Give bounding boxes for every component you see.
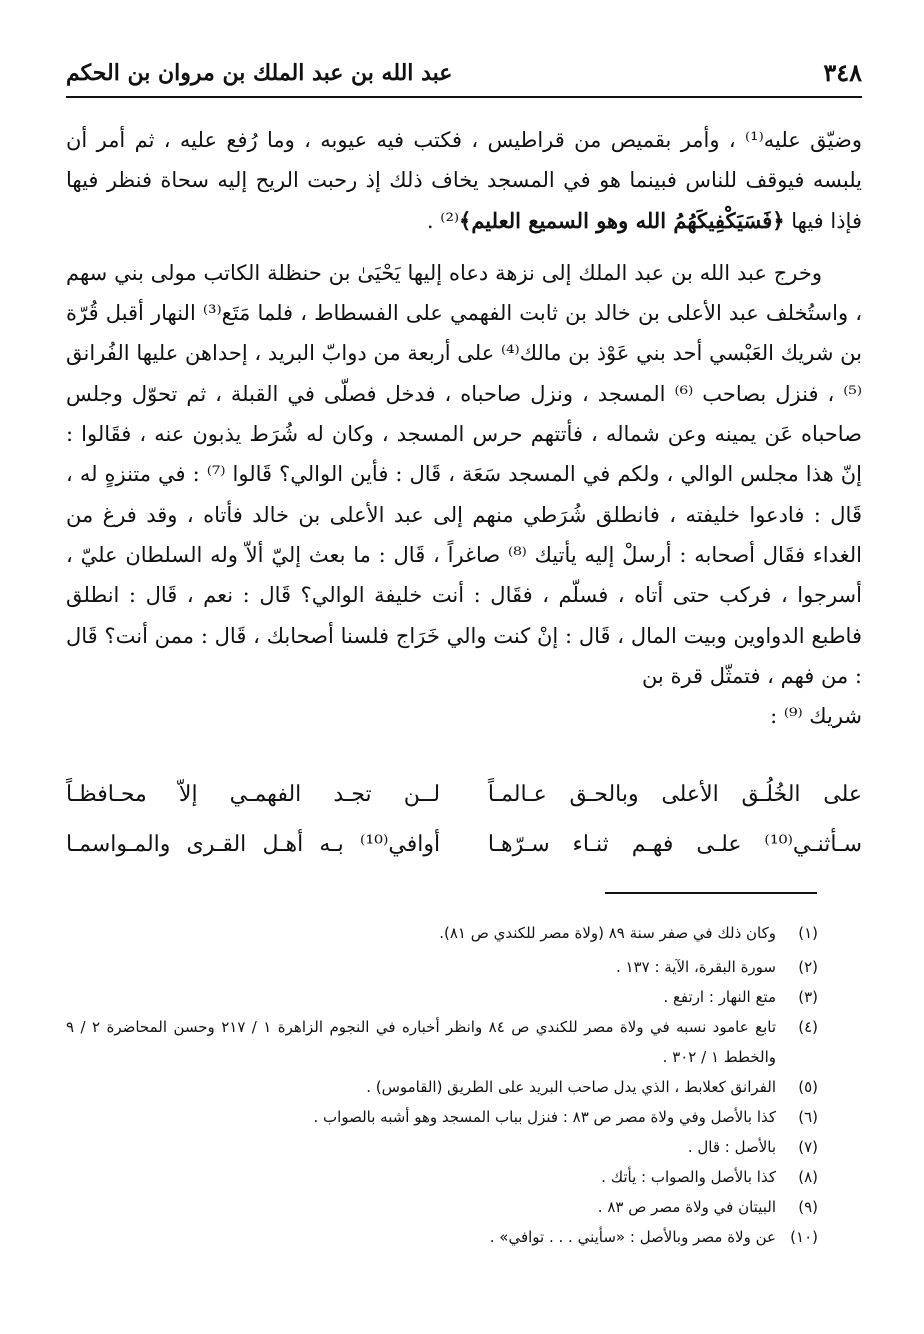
footnote: [66, 1162, 818, 1192]
footnote-number: (٨): [798, 1168, 818, 1186]
main-text: [66, 120, 862, 736]
footnote-text: الفرانق كعلابط ، الذي يدل صاحب البريد على الطريق (القاموس) .: [366, 1078, 776, 1096]
paragraph-2: وخرج عبد الله بن عبد الملك إلى نزهة دعاه إليها يَحْيَىٰ بن حنظلة الكاتب مولى بني سهم ، واستُخلف عبد الأعلى بن خالد بن ثابت الفهمي على الفسطاط ، فلما مَتَع⁽³⁾ النهار أقبل قُرّة بن شريك العَبْسي أحد بني عَوْذ بن مالك⁽⁴⁾ على أربعة من دوابّ البريد ، إحداهن عليها الفُرانق ⁽⁵⁾ ، فنزل بصاحب ⁽⁶⁾ المسجد ، ونزل صاحباه ، فدخل فصلّى في القبلة ، ثم تحوّل وجلس صاحباه عَن يمينه وعن شماله ، فأتتهم حرس المسجد ، وكان له شُرَط يذبون عنه ، فقَالوا : إنّ هذا مجلس الوالي ، ولكم في المسجد سَعَة ، قَال : فأين الوالي؟ قَالوا ⁽⁷⁾ : في متنزهٍ له ، قَال : فادعوا خليفته ، فانطلق شُرَطي منهم إلى عبد الأعلى بن خالد فأتاه ، وقد فرغ من الغداء فقَال أصحابه : أرسلْ إليه يأتيك ⁽⁸⁾ صاغراً ، قَال : ما بعث إليّ ألاّ وله السلطان عليّ ، أسرجوا ، فركب حتى أتاه ، فسلّم ، فقَال : أنت خليفة الوالي؟ قَال : نعم ، قَال : انطلق فاطبع الدواوين وبيت المال ، قَال : إنْ كنت والي خَرَاج فلسنا أصحابك ، قَال : ممن أنت؟ قَال : من فهم ، فتمثّل قرة بن: [66, 260, 862, 688]
footnote-number: (٩): [798, 1198, 818, 1216]
footnote-number: (٢): [798, 958, 818, 976]
paragraph-2-last-line: شريك ⁽⁹⁾ :: [770, 704, 862, 729]
footnote-text: كذا بالأصل وفي ولاة مصر ص ٨٣ : فنزل بباب المسجد وهو أشبه بالصواب .: [313, 1108, 776, 1126]
footnote: [66, 1012, 818, 1072]
poem-line-1-first-hemistich: على الخُلُـق الأعلى وبالحـق عـالمـاً: [487, 782, 862, 807]
poem-line-2: [66, 820, 862, 870]
footnote-number: (٦): [798, 1108, 818, 1126]
quran-verse: ﴿فَسَيَكْفِيكَهُمُ الله وهو السميع العليم﴾: [459, 207, 785, 233]
footnote: [66, 918, 818, 948]
paragraph-1-start: وضيّق عليه⁽¹⁾ ، وأمر بقميص من قراطيس ، فكتب فيه عيوبه ، وما رُفع عليه ، ثم أمر أن يلبسه فيوقف للناس فبينما هو في المسجد يخاف ذلك إذ رحبت الريح إليه سحاة فنظر فيها فإذا فيها: [66, 128, 862, 233]
footnote-number: (١): [798, 924, 818, 942]
footnote: [66, 1132, 818, 1162]
page-header: [66, 54, 862, 94]
page-number: ٣٤٨: [823, 58, 862, 87]
poem-line-2-second-hemistich: أوافي⁽¹⁰⁾ بـه أهـل القـرى والمـواسمـا: [66, 832, 441, 857]
footnote-number: (٥): [798, 1078, 818, 1096]
footnote: [66, 982, 818, 1012]
footnote-text: سورة البقرة، الآية : ١٣٧ .: [615, 958, 776, 976]
footnote: [66, 1222, 818, 1252]
footnotes: [66, 918, 818, 1252]
poem-line-1-second-hemistich: لــن تجـد الفهمـي إلاّ محـافظـاً: [66, 782, 441, 807]
footnote: [66, 952, 818, 982]
footnote-text: كذا بالأصل والصواب : يأتك .: [601, 1168, 776, 1186]
footnote: [66, 1192, 818, 1222]
footnote-number: (١٠): [790, 1228, 818, 1246]
poem: [66, 770, 862, 870]
paragraph-1: [66, 120, 862, 241]
poem-line-2-first-hemistich: سـأثنـي⁽¹⁰⁾ علـى فهـم ثنـاء سـرّهـا: [487, 832, 862, 857]
footnote-number: (٣): [798, 988, 818, 1006]
running-title: عبد الله بن عبد الملك بن مروان بن الحكم: [66, 60, 453, 86]
footnote-text: تابع عامود نسبه في ولاة مصر للكندي ص ٨٤ وانظر أخباره في النجوم الزاهرة ١ / ٢١٧ وحسن المحاضرة ٢ / ٩ والخطط ١ / ٣٠٢ .: [66, 1018, 776, 1066]
footnote-divider: [605, 892, 817, 894]
footnote: [66, 1102, 818, 1132]
footnote-number: (٤): [798, 1018, 818, 1036]
footnote-text: البيتان في ولاة مصر ص ٨٣ .: [597, 1198, 776, 1216]
paragraph-1-end: ⁽²⁾ .: [426, 208, 460, 233]
footnote-text: وكان ذلك في صفر سنة ٨٩ (ولاة مصر للكندي ص ٨١).: [439, 924, 776, 942]
footnote-text: متع النهار : ارتفع .: [663, 988, 776, 1006]
footnote-text: بالأصل : قال .: [687, 1138, 776, 1156]
footnote-text: عن ولاة مصر وبالأصل : «سأيني . . . توافي» .: [489, 1228, 776, 1246]
poem-line-1: [66, 770, 862, 820]
footnote-number: (٧): [798, 1138, 818, 1156]
header-divider: [66, 96, 862, 98]
footnote: [66, 1072, 818, 1102]
